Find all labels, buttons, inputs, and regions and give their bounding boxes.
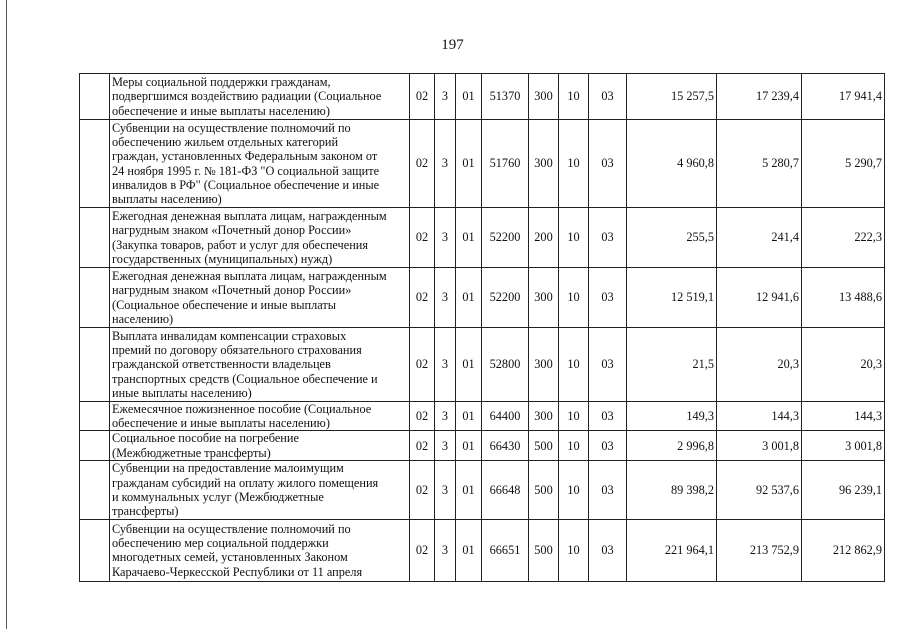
amount-year-3: 13 488,6 — [802, 268, 885, 328]
description-line: иные выплаты населению) — [112, 385, 252, 400]
amount-year-1: 89 398,2 — [627, 460, 717, 519]
subsection-code: 3 — [435, 268, 456, 328]
description-line: трансферты) — [112, 504, 179, 519]
row-lead-cell — [80, 460, 110, 519]
expense-type-code: 200 — [529, 208, 559, 268]
program-code: 01 — [456, 460, 482, 519]
row-lead-cell — [80, 328, 110, 402]
chapter-code: 10 — [559, 519, 589, 581]
direction-code: 66651 — [482, 519, 529, 581]
description-line: подвергшимся воздействию радиации (Социальное — [112, 89, 382, 104]
amount-year-3: 5 290,7 — [802, 120, 885, 208]
description-line: Ежегодная денежная выплата лицам, награжденным — [112, 269, 387, 284]
description-line: Меры социальной поддержки гражданам, — [112, 75, 331, 90]
section-code: 02 — [410, 519, 435, 581]
amount-year-1: 221 964,1 — [627, 519, 717, 581]
section-code: 02 — [410, 402, 435, 431]
subsection-code: 3 — [435, 519, 456, 581]
chapter-code: 10 — [559, 268, 589, 328]
direction-code: 66648 — [482, 460, 529, 519]
description-line: Субвенции на осуществление полномочий по — [112, 521, 351, 536]
chapter-code: 10 — [559, 74, 589, 120]
row-description — [110, 120, 410, 208]
row-description — [110, 431, 410, 460]
subsection-code: 3 — [435, 328, 456, 402]
table-row — [80, 460, 885, 519]
amount-year-2: 213 752,9 — [717, 519, 802, 581]
row-lead-cell — [80, 268, 110, 328]
section-code: 02 — [410, 120, 435, 208]
section-code: 02 — [410, 431, 435, 460]
subchapter-code: 03 — [589, 402, 627, 431]
expense-type-code: 300 — [529, 268, 559, 328]
description-line: многодетных семей, установленных Законом — [112, 550, 348, 565]
description-line: гражданской ответственности владельцев — [112, 357, 331, 372]
row-lead-cell — [80, 208, 110, 268]
table-row — [80, 268, 885, 328]
description-line: и коммунальных услуг (Межбюджетные — [112, 489, 324, 504]
description-line: выплаты населению) — [112, 191, 222, 206]
table-row — [80, 74, 885, 120]
description-line: (Социальное обеспечение и иные выплаты — [112, 297, 337, 312]
amount-year-1: 149,3 — [627, 402, 717, 431]
subsection-code: 3 — [435, 74, 456, 120]
expense-type-code: 300 — [529, 328, 559, 402]
description-line: транспортных средств (Социальное обеспечение и — [112, 371, 378, 386]
description-line: государственных (муниципальных) нужд) — [112, 251, 333, 266]
direction-code: 52200 — [482, 268, 529, 328]
amount-year-2: 17 239,4 — [717, 74, 802, 120]
program-code: 01 — [456, 208, 482, 268]
direction-code: 51370 — [482, 74, 529, 120]
amount-year-2: 3 001,8 — [717, 431, 802, 460]
amount-year-1: 4 960,8 — [627, 120, 717, 208]
amount-year-3: 212 862,9 — [802, 519, 885, 581]
description-line: населению) — [112, 311, 174, 326]
row-description — [110, 402, 410, 431]
row-lead-cell — [80, 74, 110, 120]
section-code: 02 — [410, 460, 435, 519]
table-row — [80, 519, 885, 581]
description-line: Карачаево-Черкесской Республики от 11 апреля — [112, 564, 363, 579]
description-line: гражданам субсидий на оплату жилого помещения — [112, 475, 379, 490]
row-description — [110, 519, 410, 581]
direction-code: 52200 — [482, 208, 529, 268]
amount-year-1: 2 996,8 — [627, 431, 717, 460]
description-line: Ежегодная денежная выплата лицам, награжденным — [112, 209, 387, 224]
amount-year-2: 5 280,7 — [717, 120, 802, 208]
amount-year-1: 15 257,5 — [627, 74, 717, 120]
description-line: инвалидов в РФ" (Социальное обеспечение и иные — [112, 177, 380, 192]
subsection-code: 3 — [435, 460, 456, 519]
description-line: премий по договору обязательного страхования — [112, 343, 362, 358]
subchapter-code: 03 — [589, 208, 627, 268]
amount-year-2: 20,3 — [717, 328, 802, 402]
program-code: 01 — [456, 402, 482, 431]
subsection-code: 3 — [435, 120, 456, 208]
description-line: Выплата инвалидам компенсации страховых — [112, 328, 347, 343]
amount-year-3: 96 239,1 — [802, 460, 885, 519]
description-line: Социальное пособие на погребение — [112, 431, 299, 446]
program-code: 01 — [456, 268, 482, 328]
program-code: 01 — [456, 519, 482, 581]
direction-code: 66430 — [482, 431, 529, 460]
amount-year-2: 12 941,6 — [717, 268, 802, 328]
expense-type-code: 500 — [529, 431, 559, 460]
section-code: 02 — [410, 268, 435, 328]
chapter-code: 10 — [559, 120, 589, 208]
description-line: нагрудным знаком «Почетный донор России» — [112, 283, 352, 298]
amount-year-1: 255,5 — [627, 208, 717, 268]
row-description — [110, 208, 410, 268]
expense-type-code: 300 — [529, 402, 559, 431]
subchapter-code: 03 — [589, 74, 627, 120]
amount-year-1: 21,5 — [627, 328, 717, 402]
subchapter-code: 03 — [589, 120, 627, 208]
table-row — [80, 431, 885, 460]
table-row — [80, 328, 885, 402]
amount-year-3: 17 941,4 — [802, 74, 885, 120]
table-row — [80, 208, 885, 268]
amount-year-3: 144,3 — [802, 402, 885, 431]
row-lead-cell — [80, 120, 110, 208]
amount-year-3: 222,3 — [802, 208, 885, 268]
row-description — [110, 74, 410, 120]
page-number: 197 — [441, 37, 464, 53]
description-line: Субвенции на осуществление полномочий по — [112, 120, 351, 135]
chapter-code: 10 — [559, 208, 589, 268]
program-code: 01 — [456, 120, 482, 208]
amount-year-2: 92 537,6 — [717, 460, 802, 519]
row-description — [110, 328, 410, 402]
amount-year-3: 20,3 — [802, 328, 885, 402]
amount-year-1: 12 519,1 — [627, 268, 717, 328]
budget-table — [79, 73, 885, 582]
subchapter-code: 03 — [589, 519, 627, 581]
row-lead-cell — [80, 402, 110, 431]
description-line: обеспечению жильем отдельных категорий — [112, 135, 339, 150]
program-code: 01 — [456, 74, 482, 120]
subchapter-code: 03 — [589, 268, 627, 328]
chapter-code: 10 — [559, 431, 589, 460]
chapter-code: 10 — [559, 460, 589, 519]
section-code: 02 — [410, 208, 435, 268]
amount-year-2: 144,3 — [717, 402, 802, 431]
amount-year-2: 241,4 — [717, 208, 802, 268]
subsection-code: 3 — [435, 402, 456, 431]
expense-type-code: 500 — [529, 460, 559, 519]
table-row — [80, 402, 885, 431]
description-line: нагрудным знаком «Почетный донор России» — [112, 223, 352, 238]
description-line: граждан, установленных Федеральным законом от — [112, 149, 378, 164]
row-lead-cell — [80, 519, 110, 581]
description-line: 24 ноября 1995 г. № 181-ФЗ "О социальной защите — [112, 163, 380, 178]
chapter-code: 10 — [559, 402, 589, 431]
description-line: обеспечение и иные выплаты населению) — [112, 416, 330, 431]
row-lead-cell — [80, 431, 110, 460]
page-edge — [6, 0, 7, 629]
description-line: Ежемесячное пожизненное пособие (Социальное — [112, 402, 372, 416]
row-description — [110, 268, 410, 328]
description-line: (Закупка товаров, работ и услуг для обеспечения — [112, 237, 369, 252]
table-row — [80, 120, 885, 208]
subchapter-code: 03 — [589, 460, 627, 519]
program-code: 01 — [456, 328, 482, 402]
section-code: 02 — [410, 74, 435, 120]
subchapter-code: 03 — [589, 328, 627, 402]
description-line: обеспечение и иные выплаты населению) — [112, 103, 330, 118]
expense-type-code: 300 — [529, 120, 559, 208]
expense-type-code: 500 — [529, 519, 559, 581]
amount-year-3: 3 001,8 — [802, 431, 885, 460]
chapter-code: 10 — [559, 328, 589, 402]
description-line: (Межбюджетные трансферты) — [112, 445, 271, 460]
expense-type-code: 300 — [529, 74, 559, 120]
program-code: 01 — [456, 431, 482, 460]
row-description — [110, 460, 410, 519]
section-code: 02 — [410, 328, 435, 402]
subchapter-code: 03 — [589, 431, 627, 460]
description-line: обеспечению мер социальной поддержки — [112, 536, 329, 551]
direction-code: 52800 — [482, 328, 529, 402]
direction-code: 51760 — [482, 120, 529, 208]
subsection-code: 3 — [435, 208, 456, 268]
description-line: Субвенции на предоставление малоимущим — [112, 461, 344, 476]
direction-code: 64400 — [482, 402, 529, 431]
subsection-code: 3 — [435, 431, 456, 460]
